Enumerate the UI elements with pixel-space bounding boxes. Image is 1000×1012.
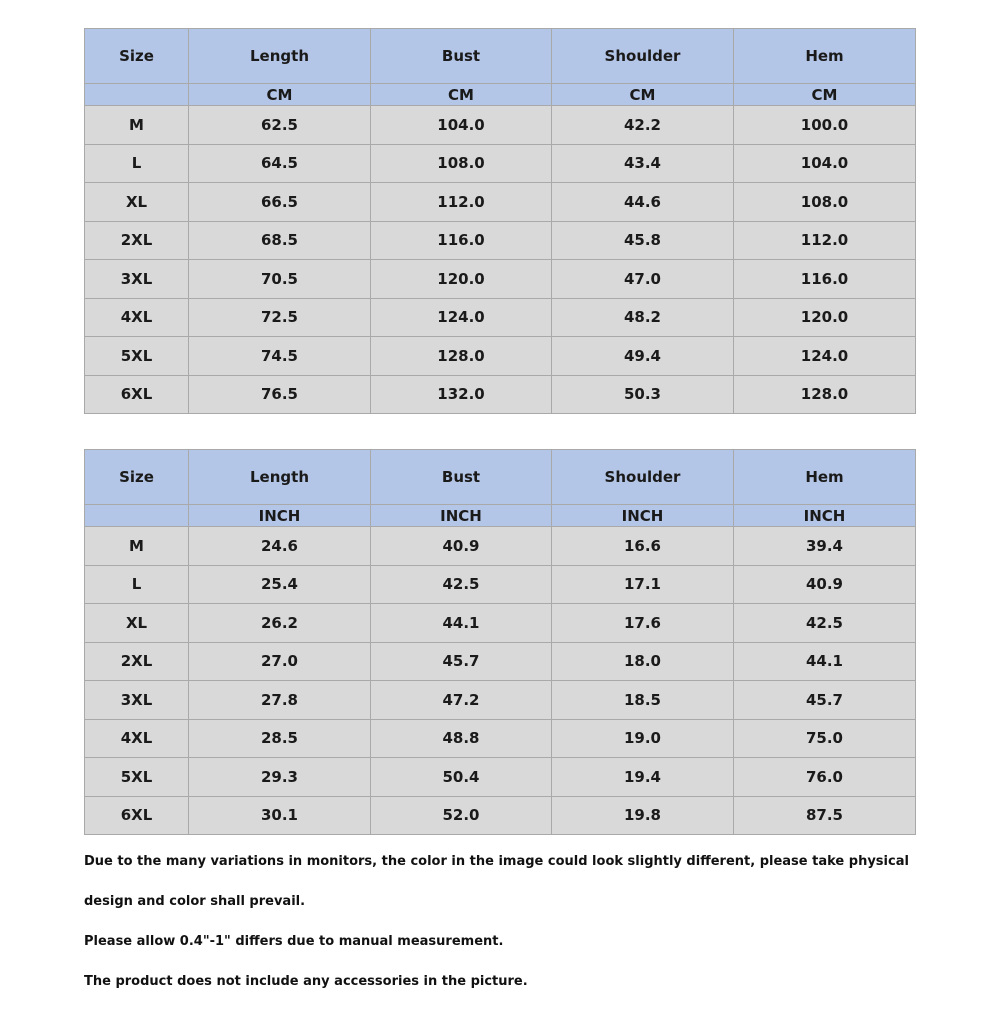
cell-size: 3XL — [85, 681, 189, 720]
inch-table-body — [85, 450, 916, 835]
cell-hem: 87.5 — [734, 796, 916, 835]
unit-blank-cell — [85, 505, 189, 527]
cell-shoulder: 16.6 — [552, 527, 734, 566]
notes-block — [84, 852, 964, 1012]
note-color-line-1: Due to the many variations in monitors, the color in the image could look slightly different, please take physical — [84, 854, 909, 869]
cell-size: 4XL — [85, 719, 189, 758]
cell-length: 30.1 — [189, 796, 371, 835]
table-row — [85, 796, 916, 835]
cell-bust: 42.5 — [371, 565, 552, 604]
table-row — [85, 681, 916, 720]
header-row — [85, 450, 916, 505]
cell-size: L — [85, 144, 189, 183]
cell-hem: 40.9 — [734, 565, 916, 604]
cell-size: 3XL — [85, 260, 189, 299]
table-row — [85, 375, 916, 414]
table-row — [85, 527, 916, 566]
cell-bust: 116.0 — [371, 221, 552, 260]
header-length: Length — [189, 29, 371, 84]
unit-length: INCH — [189, 505, 371, 527]
cell-length: 25.4 — [189, 565, 371, 604]
cell-size: 4XL — [85, 298, 189, 337]
cell-size: XL — [85, 604, 189, 643]
cell-size: L — [85, 565, 189, 604]
table-row — [85, 183, 916, 222]
header-bust: Bust — [371, 450, 552, 505]
cell-hem: 124.0 — [734, 337, 916, 376]
cell-bust: 47.2 — [371, 681, 552, 720]
cell-shoulder: 19.0 — [552, 719, 734, 758]
cell-hem: 75.0 — [734, 719, 916, 758]
cell-length: 76.5 — [189, 375, 371, 414]
cell-size: 2XL — [85, 642, 189, 681]
cell-size: 6XL — [85, 375, 189, 414]
cell-hem: 39.4 — [734, 527, 916, 566]
cell-shoulder: 47.0 — [552, 260, 734, 299]
table-row — [85, 719, 916, 758]
table-row — [85, 298, 916, 337]
unit-bust: INCH — [371, 505, 552, 527]
cell-bust: 124.0 — [371, 298, 552, 337]
header-shoulder: Shoulder — [552, 29, 734, 84]
cell-bust: 108.0 — [371, 144, 552, 183]
cell-hem: 44.1 — [734, 642, 916, 681]
table-row — [85, 604, 916, 643]
unit-shoulder: CM — [552, 84, 734, 106]
header-bust: Bust — [371, 29, 552, 84]
cell-shoulder: 49.4 — [552, 337, 734, 376]
cell-shoulder: 18.0 — [552, 642, 734, 681]
table-row — [85, 337, 916, 376]
cell-length: 68.5 — [189, 221, 371, 260]
cell-shoulder: 45.8 — [552, 221, 734, 260]
table-row — [85, 106, 916, 145]
cell-size: 5XL — [85, 758, 189, 797]
cell-shoulder: 43.4 — [552, 144, 734, 183]
cell-size: M — [85, 527, 189, 566]
cell-shoulder: 19.8 — [552, 796, 734, 835]
cell-length: 24.6 — [189, 527, 371, 566]
cell-length: 72.5 — [189, 298, 371, 337]
table-row — [85, 144, 916, 183]
header-length: Length — [189, 450, 371, 505]
unit-bust: CM — [371, 84, 552, 106]
cell-bust: 44.1 — [371, 604, 552, 643]
unit-blank-cell — [85, 84, 189, 106]
cell-size: 6XL — [85, 796, 189, 835]
cell-length: 28.5 — [189, 719, 371, 758]
cell-length: 70.5 — [189, 260, 371, 299]
cell-length: 26.2 — [189, 604, 371, 643]
cell-bust: 112.0 — [371, 183, 552, 222]
cell-size: 2XL — [85, 221, 189, 260]
cell-hem: 116.0 — [734, 260, 916, 299]
cell-size: XL — [85, 183, 189, 222]
cell-bust: 45.7 — [371, 642, 552, 681]
cell-bust: 48.8 — [371, 719, 552, 758]
inch-size-table — [84, 449, 916, 835]
cell-bust: 128.0 — [371, 337, 552, 376]
cell-shoulder: 19.4 — [552, 758, 734, 797]
cell-hem: 128.0 — [734, 375, 916, 414]
cell-shoulder: 18.5 — [552, 681, 734, 720]
header-hem: Hem — [734, 29, 916, 84]
cell-shoulder: 44.6 — [552, 183, 734, 222]
cell-shoulder: 17.6 — [552, 604, 734, 643]
cell-hem: 45.7 — [734, 681, 916, 720]
cm-table-body — [85, 29, 916, 414]
cell-shoulder: 50.3 — [552, 375, 734, 414]
cell-size: M — [85, 106, 189, 145]
cell-length: 66.5 — [189, 183, 371, 222]
cell-bust: 120.0 — [371, 260, 552, 299]
cell-length: 62.5 — [189, 106, 371, 145]
cell-hem: 100.0 — [734, 106, 916, 145]
cell-size: 5XL — [85, 337, 189, 376]
cell-length: 27.8 — [189, 681, 371, 720]
header-hem: Hem — [734, 450, 916, 505]
cell-bust: 40.9 — [371, 527, 552, 566]
table-row — [85, 260, 916, 299]
header-shoulder: Shoulder — [552, 450, 734, 505]
table-row — [85, 565, 916, 604]
cell-bust: 50.4 — [371, 758, 552, 797]
cell-length: 74.5 — [189, 337, 371, 376]
unit-row — [85, 505, 916, 527]
cm-size-table — [84, 28, 916, 414]
cell-hem: 104.0 — [734, 144, 916, 183]
header-size: Size — [85, 450, 189, 505]
note-measurement: Please allow 0.4"-1" differs due to manual measurement. — [84, 934, 504, 949]
cell-hem: 42.5 — [734, 604, 916, 643]
cell-shoulder: 48.2 — [552, 298, 734, 337]
cell-shoulder: 42.2 — [552, 106, 734, 145]
note-color-line-2: design and color shall prevail. — [84, 894, 306, 909]
header-size: Size — [85, 29, 189, 84]
cell-bust: 52.0 — [371, 796, 552, 835]
cell-length: 64.5 — [189, 144, 371, 183]
table-row — [85, 221, 916, 260]
cell-length: 27.0 — [189, 642, 371, 681]
unit-row — [85, 84, 916, 106]
cell-length: 29.3 — [189, 758, 371, 797]
cell-bust: 132.0 — [371, 375, 552, 414]
cell-hem: 76.0 — [734, 758, 916, 797]
header-row — [85, 29, 916, 84]
unit-hem: INCH — [734, 505, 916, 527]
table-row — [85, 642, 916, 681]
table-row — [85, 758, 916, 797]
cell-bust: 104.0 — [371, 106, 552, 145]
unit-length: CM — [189, 84, 371, 106]
cell-shoulder: 17.1 — [552, 565, 734, 604]
note-accessories: The product does not include any accessories in the picture. — [84, 974, 528, 989]
unit-hem: CM — [734, 84, 916, 106]
cell-hem: 108.0 — [734, 183, 916, 222]
cell-hem: 112.0 — [734, 221, 916, 260]
unit-shoulder: INCH — [552, 505, 734, 527]
cell-hem: 120.0 — [734, 298, 916, 337]
